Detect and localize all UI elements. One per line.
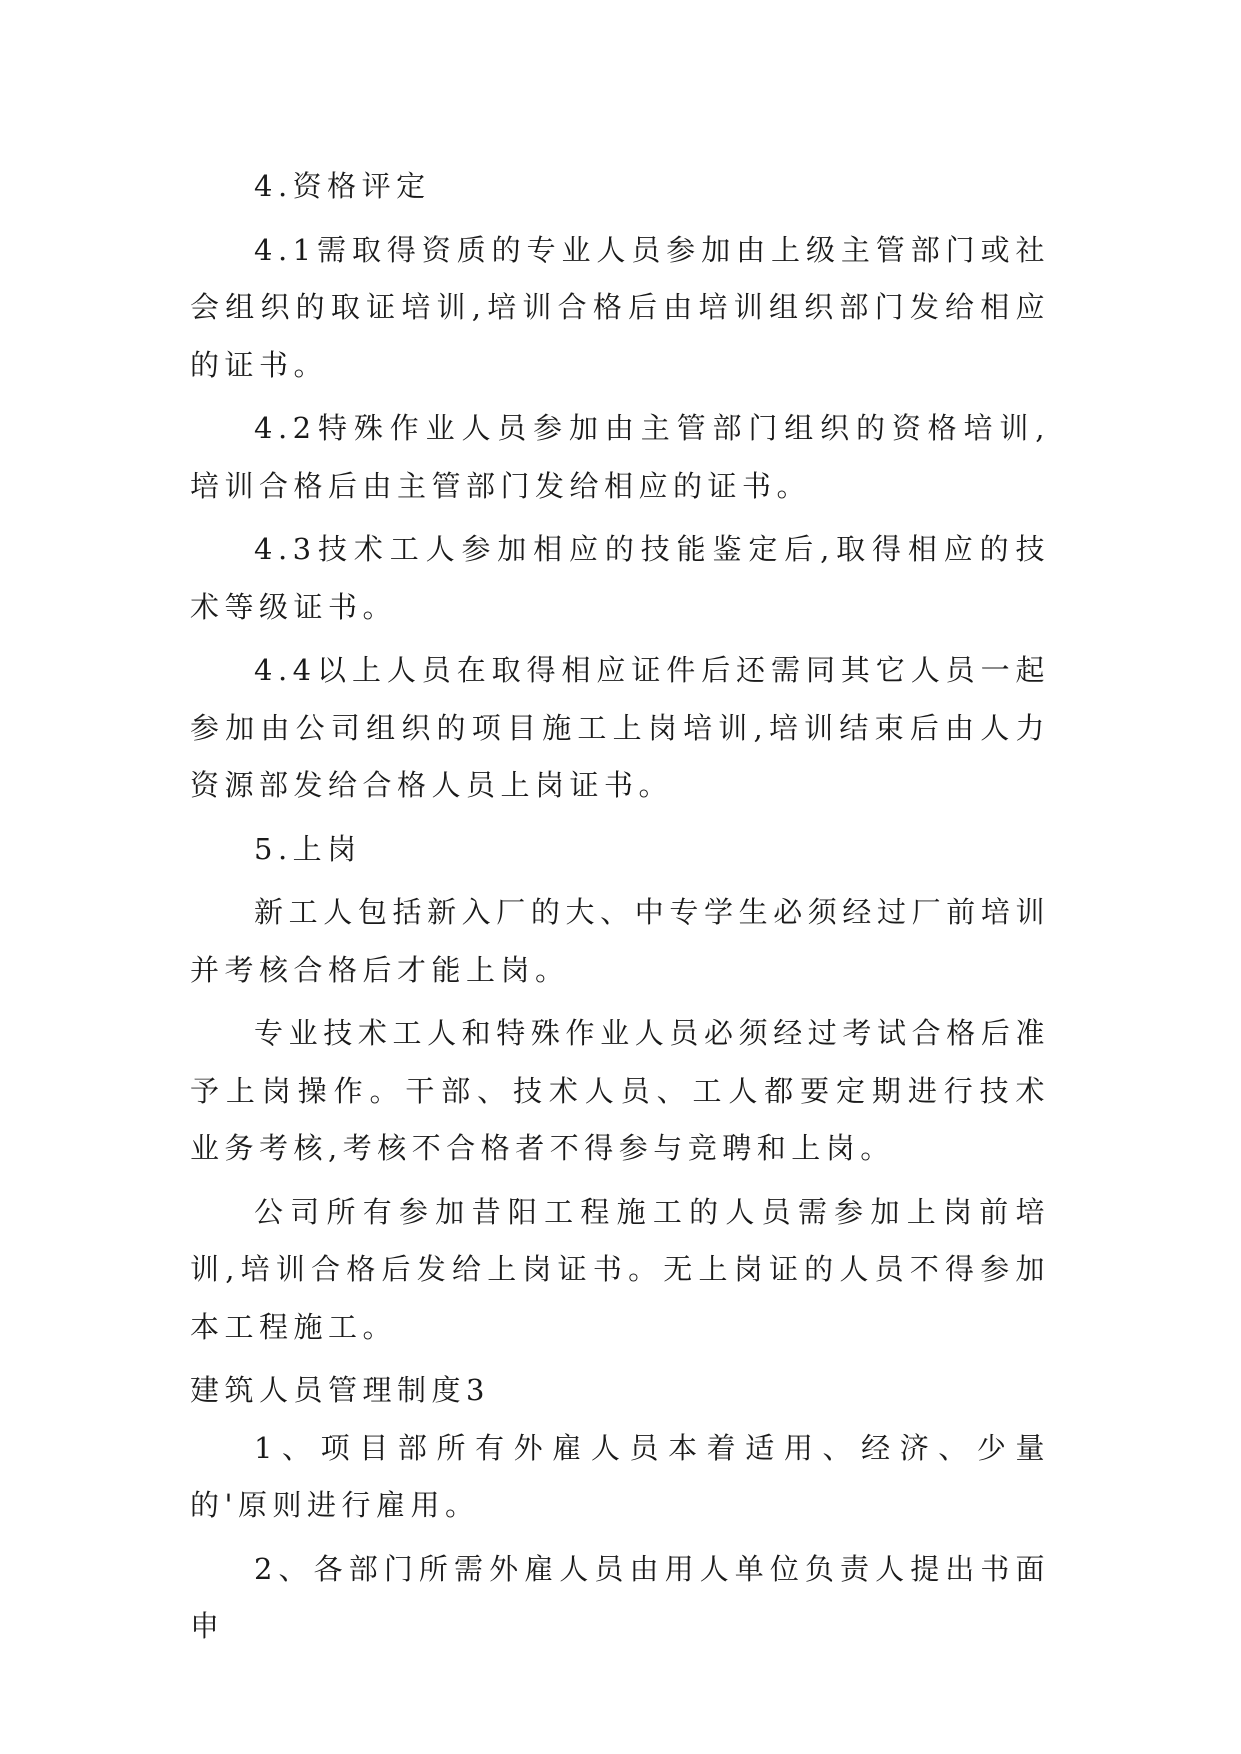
- paragraph-xiyang-project: 公司所有参加昔阳工程施工的人员需参加上岗前培训,培训合格后发给上岗证书。无上岗证的人员不得参加本工程施工。: [190, 1194, 1050, 1344]
- paragraph-4-2: 4.2特殊作业人员参加由主管部门组织的资格培训,培训合格后由主管部门发给相应的证书。: [190, 411, 1050, 503]
- paragraph-4-1: 4.1需取得资质的专业人员参加由上级主管部门或社会组织的取证培训,培训合格后由培训组织部门发给相应的证书。: [190, 232, 1050, 382]
- paragraph-rule-2: 2、各部门所需外雇人员由用人单位负责人提出书面申: [190, 1551, 1050, 1643]
- paragraph-skilled-workers: 专业技术工人和特殊作业人员必须经过考试合格后准予上岗操作。干部、技术人员、工人都要定期进行技术业务考核,考核不合格者不得参与竞聘和上岗。: [190, 1016, 1050, 1165]
- paragraph-4-3: 4.3技术工人参加相应的技能鉴定后,取得相应的技术等级证书。: [190, 532, 1050, 624]
- paragraph-qualification-heading: 4.资格评定: [254, 169, 431, 203]
- paragraph-onboarding-heading: 5.上岗: [254, 831, 362, 866]
- paragraph-4-4: 4.4以上人员在取得相应证件后还需同其它人员一起参加由公司组织的项目施工上岗培训,培训结束后由人力资源部发给合格人员上岗证书。: [190, 653, 1050, 802]
- paragraph-rule-1: 1、项目部所有外雇人员本着适用、经济、少量的'原则进行雇用。: [190, 1430, 1050, 1522]
- paragraph-new-workers: 新工人包括新入厂的大、中专学生必须经过厂前培训并考核合格后才能上岗。: [190, 895, 1050, 987]
- section-title: 建筑人员管理制度3: [190, 1373, 490, 1407]
- document-body: [190, 158, 1050, 1662]
